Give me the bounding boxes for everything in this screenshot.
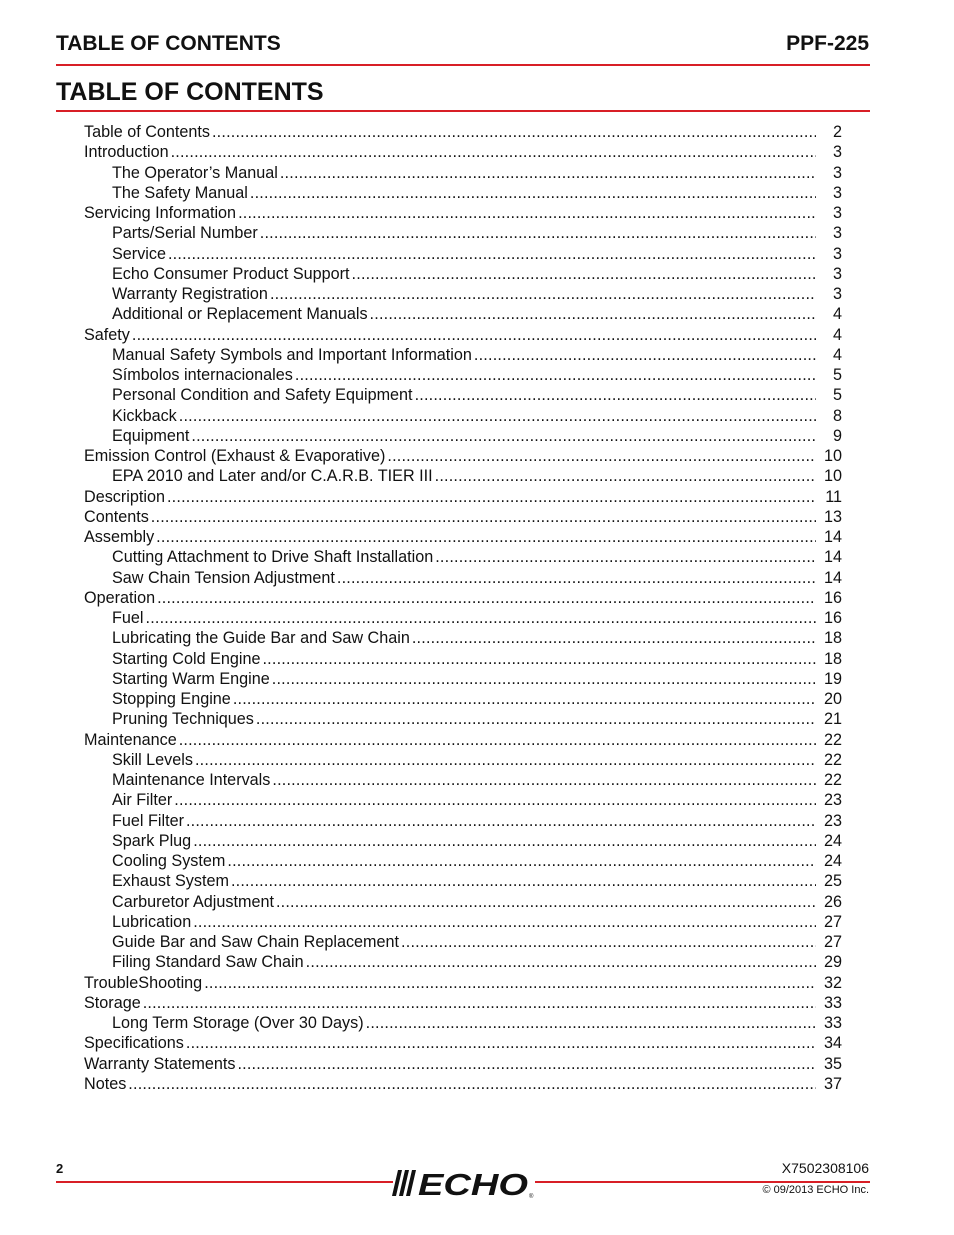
toc-dot-leader <box>415 385 816 405</box>
toc-dot-leader <box>387 446 816 466</box>
toc-entry-page: 24 <box>823 852 842 870</box>
toc-entry-title: Service <box>112 244 166 263</box>
toc-entry-title: Maintenance Intervals <box>112 771 271 789</box>
toc-entry[interactable] <box>84 244 842 264</box>
toc-entry[interactable] <box>84 952 842 972</box>
toc-dot-leader <box>435 466 816 486</box>
toc-entry-title: Filing Standard Saw Chain <box>112 953 304 972</box>
toc-entry-title: Table of Contents <box>84 123 210 141</box>
toc-dot-leader <box>146 608 817 628</box>
toc-entry-title: Carburetor Adjustment <box>112 892 274 911</box>
toc-entry[interactable] <box>84 790 842 810</box>
toc-entry[interactable] <box>84 163 842 183</box>
toc-entry-page: 22 <box>823 771 842 789</box>
toc-entry-title: Emission Control (Exhaust & Evaporative) <box>84 447 386 465</box>
toc-entry-page: 23 <box>823 791 842 810</box>
toc-entry-title: Exhaust System <box>112 872 229 891</box>
toc-entry-title: Warranty Statements <box>84 1054 236 1073</box>
toc-entry-page: 10 <box>823 467 842 486</box>
toc-dot-leader <box>250 183 816 203</box>
toc-dot-leader <box>179 730 816 750</box>
toc-entry-page: 33 <box>823 993 842 1012</box>
toc-entry[interactable] <box>84 770 842 790</box>
toc-entry-page: 20 <box>823 690 842 708</box>
toc-entry-page: 3 <box>832 244 842 263</box>
toc-entry-page: 4 <box>832 345 842 364</box>
toc-entry[interactable] <box>84 831 842 851</box>
toc-dot-leader <box>156 527 816 547</box>
toc-entry-page: 9 <box>832 426 842 445</box>
toc-entry-title: The Safety Manual <box>112 183 248 202</box>
toc-entry[interactable] <box>84 142 842 162</box>
toc-entry-page: 4 <box>832 325 842 344</box>
toc-dot-leader <box>179 406 816 426</box>
toc-entry[interactable] <box>84 669 842 689</box>
toc-entry-title: EPA 2010 and Later and/or C.A.R.B. TIER III <box>112 467 433 486</box>
toc-entry-page: 3 <box>832 183 842 202</box>
toc-entry-page: 19 <box>823 669 842 688</box>
toc-entry-title: Maintenance <box>84 730 177 749</box>
toc-entry-title: Lubrication <box>112 912 192 931</box>
toc-entry[interactable] <box>84 932 842 952</box>
toc-dot-leader <box>195 750 816 770</box>
toc-entry[interactable] <box>84 304 842 324</box>
toc-entry-title: Cutting Attachment to Drive Shaft Installation <box>112 548 434 567</box>
toc-entry-title: Echo Consumer Product Support <box>112 264 350 283</box>
footer-rule-left <box>56 1181 393 1183</box>
toc-entry-title: Fuel Filter <box>112 811 184 830</box>
toc-entry-page: 3 <box>832 264 842 283</box>
toc-entry-title: Operation <box>84 588 156 607</box>
toc-entry[interactable] <box>84 1013 842 1033</box>
toc-dot-leader <box>272 669 816 689</box>
toc-entry[interactable] <box>84 466 842 486</box>
toc-entry[interactable] <box>84 689 842 709</box>
toc-entry-page: 14 <box>823 548 842 567</box>
page-title: TABLE OF CONTENTS <box>56 78 324 106</box>
svg-text:®: ® <box>529 1194 534 1200</box>
toc-entry-page: 10 <box>823 447 842 465</box>
toc-dot-leader <box>435 547 816 567</box>
toc-entry-page: 3 <box>832 204 842 222</box>
toc-entry-title: Guide Bar and Saw Chain Replacement <box>112 933 400 951</box>
toc-entry[interactable] <box>84 527 842 547</box>
toc-entry-page: 18 <box>823 629 842 648</box>
toc-dot-leader <box>151 507 816 527</box>
toc-dot-leader <box>128 1074 816 1094</box>
toc-entry[interactable] <box>84 730 842 750</box>
toc-entry-page: 24 <box>823 831 842 850</box>
toc-entry-title: TroubleShooting <box>84 973 203 992</box>
toc-dot-leader <box>212 122 816 142</box>
toc-entry[interactable] <box>84 649 842 669</box>
toc-dot-leader <box>272 770 816 790</box>
toc-dot-leader <box>167 487 816 507</box>
toc-dot-leader <box>171 142 816 162</box>
toc-dot-leader <box>231 871 816 891</box>
toc-entry-title: The Operator’s Manual <box>112 163 278 182</box>
toc-entry[interactable] <box>84 406 842 426</box>
toc-entry-title: Skill Levels <box>112 750 193 769</box>
toc-entry-page: 14 <box>823 568 842 587</box>
toc-dot-leader <box>227 851 816 871</box>
toc-entry[interactable] <box>84 588 842 608</box>
toc-entry[interactable] <box>84 628 842 648</box>
toc-dot-leader <box>157 588 816 608</box>
header-model: PPF-225 <box>786 32 869 55</box>
toc-entry[interactable] <box>84 608 842 628</box>
footer-rule-right <box>535 1181 870 1183</box>
toc-entry[interactable] <box>84 507 842 527</box>
toc-entry-title: Símbolos internacionales <box>112 366 293 384</box>
title-rule <box>56 110 870 112</box>
toc-dot-leader <box>366 1013 816 1033</box>
toc-dot-leader <box>233 689 816 709</box>
toc-entry[interactable] <box>84 851 842 871</box>
toc-entry[interactable] <box>84 709 842 729</box>
toc-entry-page: 8 <box>832 406 842 425</box>
toc-entry-title: Assembly <box>84 528 155 546</box>
toc-entry-page: 16 <box>823 588 842 607</box>
toc-dot-leader <box>280 163 816 183</box>
toc-entry[interactable] <box>84 912 842 932</box>
toc-entry-page: 18 <box>823 649 842 668</box>
toc-entry-title: Manual Safety Symbols and Important Information <box>112 345 472 364</box>
toc-dot-leader <box>352 264 816 284</box>
toc-entry[interactable] <box>84 811 842 831</box>
toc-entry[interactable] <box>84 223 842 243</box>
toc-dot-leader <box>295 365 816 385</box>
toc-entry-page: 37 <box>823 1074 842 1093</box>
toc-entry-title: Introduction <box>84 143 169 162</box>
toc-entry[interactable] <box>84 487 842 507</box>
toc-dot-leader <box>191 426 816 446</box>
toc-entry[interactable] <box>84 892 842 912</box>
toc-entry[interactable] <box>84 973 842 993</box>
toc-entry-title: Kickback <box>112 406 177 425</box>
document-number: X7502308106 <box>781 1160 869 1176</box>
toc-dot-leader <box>204 973 816 993</box>
toc-dot-leader <box>193 831 816 851</box>
toc-entry-page: 22 <box>823 730 842 749</box>
toc-entry-title: Lubricating the Guide Bar and Saw Chain <box>112 629 410 648</box>
toc-entry-page: 11 <box>825 487 842 506</box>
toc-entry[interactable] <box>84 203 842 223</box>
toc-entry[interactable] <box>84 122 842 142</box>
copyright: © 09/2013 ECHO Inc. <box>762 1184 869 1196</box>
toc-entry-page: 16 <box>823 609 842 627</box>
toc-entry-title: Storage <box>84 993 141 1012</box>
toc-entry-title: Long Term Storage (Over 30 Days) <box>112 1014 364 1032</box>
echo-logo <box>392 1166 536 1200</box>
toc-entry-page: 5 <box>832 366 842 384</box>
toc-entry-title: Personal Condition and Safety Equipment <box>112 386 413 405</box>
toc-entry[interactable] <box>84 385 842 405</box>
toc-entry-title: Equipment <box>112 426 190 445</box>
toc-entry-page: 3 <box>832 143 842 162</box>
toc-dot-leader <box>262 649 816 669</box>
echo-logo-text: ECHO <box>418 1167 528 1200</box>
toc-entry[interactable] <box>84 183 842 203</box>
toc-dot-leader <box>412 628 816 648</box>
toc-entry[interactable] <box>84 568 842 588</box>
toc-dot-leader <box>186 1033 816 1053</box>
toc-entry-page: 35 <box>823 1054 842 1073</box>
toc-entry[interactable] <box>84 345 842 365</box>
header-section-title: TABLE OF CONTENTS <box>56 32 281 55</box>
toc-dot-leader <box>270 284 816 304</box>
toc-entry-page: 32 <box>823 973 842 992</box>
toc-entry-page: 13 <box>823 507 842 526</box>
toc-dot-leader <box>306 952 816 972</box>
toc-entry-title: Starting Cold Engine <box>112 649 261 668</box>
toc-entry-page: 3 <box>832 285 842 303</box>
toc-entry-title: Specifications <box>84 1034 184 1053</box>
toc-entry-title: Fuel <box>112 609 144 627</box>
header-rule <box>56 64 870 66</box>
footer-page-number: 2 <box>56 1161 64 1176</box>
toc-dot-leader <box>401 932 816 952</box>
toc-list <box>84 122 842 1094</box>
toc-entry-page: 22 <box>823 750 842 769</box>
toc-dot-leader <box>186 811 816 831</box>
toc-entry-title: Air Filter <box>112 791 173 810</box>
toc-dot-leader <box>168 244 816 264</box>
toc-entry-page: 27 <box>823 933 842 951</box>
toc-entry-title: Parts/Serial Number <box>112 224 258 243</box>
toc-entry[interactable] <box>84 547 842 567</box>
toc-entry-page: 3 <box>832 224 842 243</box>
toc-entry-page: 26 <box>823 892 842 911</box>
toc-dot-leader <box>174 790 816 810</box>
toc-entry-title: Saw Chain Tension Adjustment <box>112 568 335 587</box>
toc-entry-title: Stopping Engine <box>112 690 231 708</box>
toc-entry-page: 29 <box>823 953 842 972</box>
toc-entry[interactable] <box>84 426 842 446</box>
toc-entry-title: Contents <box>84 507 149 526</box>
toc-entry[interactable] <box>84 993 842 1013</box>
toc-dot-leader <box>256 709 816 729</box>
toc-dot-leader <box>474 345 816 365</box>
toc-entry[interactable] <box>84 1033 842 1053</box>
toc-dot-leader <box>237 1054 816 1074</box>
toc-dot-leader <box>132 325 816 345</box>
toc-entry-title: Spark Plug <box>112 831 192 850</box>
toc-dot-leader <box>193 912 816 932</box>
toc-entry-page: 3 <box>832 163 842 182</box>
toc-dot-leader <box>260 223 816 243</box>
toc-entry-page: 2 <box>832 123 842 141</box>
toc-entry-title: Safety <box>84 325 130 344</box>
toc-entry-page: 27 <box>823 912 842 931</box>
toc-entry[interactable] <box>84 1074 842 1094</box>
toc-entry-page: 14 <box>823 528 842 546</box>
toc-entry[interactable] <box>84 871 842 891</box>
toc-entry-page: 34 <box>823 1034 842 1053</box>
toc-entry-page: 33 <box>823 1014 842 1032</box>
toc-entry[interactable] <box>84 1054 842 1074</box>
toc-entry[interactable] <box>84 284 842 304</box>
toc-entry-title: Warranty Registration <box>112 285 268 303</box>
toc-entry[interactable] <box>84 325 842 345</box>
toc-dot-leader <box>337 568 816 588</box>
toc-entry[interactable] <box>84 365 842 385</box>
toc-entry-page: 4 <box>832 305 842 324</box>
toc-entry[interactable] <box>84 264 842 284</box>
toc-entry-page: 21 <box>823 710 842 729</box>
toc-entry-title: Additional or Replacement Manuals <box>112 305 368 324</box>
toc-entry-title: Servicing Information <box>84 204 237 222</box>
toc-entry-title: Pruning Techniques <box>112 710 254 729</box>
toc-entry-title: Cooling System <box>112 852 226 870</box>
toc-entry-page: 23 <box>823 811 842 830</box>
toc-dot-leader <box>238 203 816 223</box>
toc-entry-page: 25 <box>823 872 842 891</box>
toc-entry-title: Description <box>84 487 165 506</box>
toc-dot-leader <box>370 304 816 324</box>
toc-dot-leader <box>276 892 816 912</box>
toc-entry-title: Starting Warm Engine <box>112 669 270 688</box>
toc-entry[interactable] <box>84 750 842 770</box>
toc-entry[interactable] <box>84 446 842 466</box>
toc-entry-title: Notes <box>84 1074 127 1093</box>
toc-dot-leader <box>143 993 816 1013</box>
toc-entry-page: 5 <box>832 386 842 405</box>
